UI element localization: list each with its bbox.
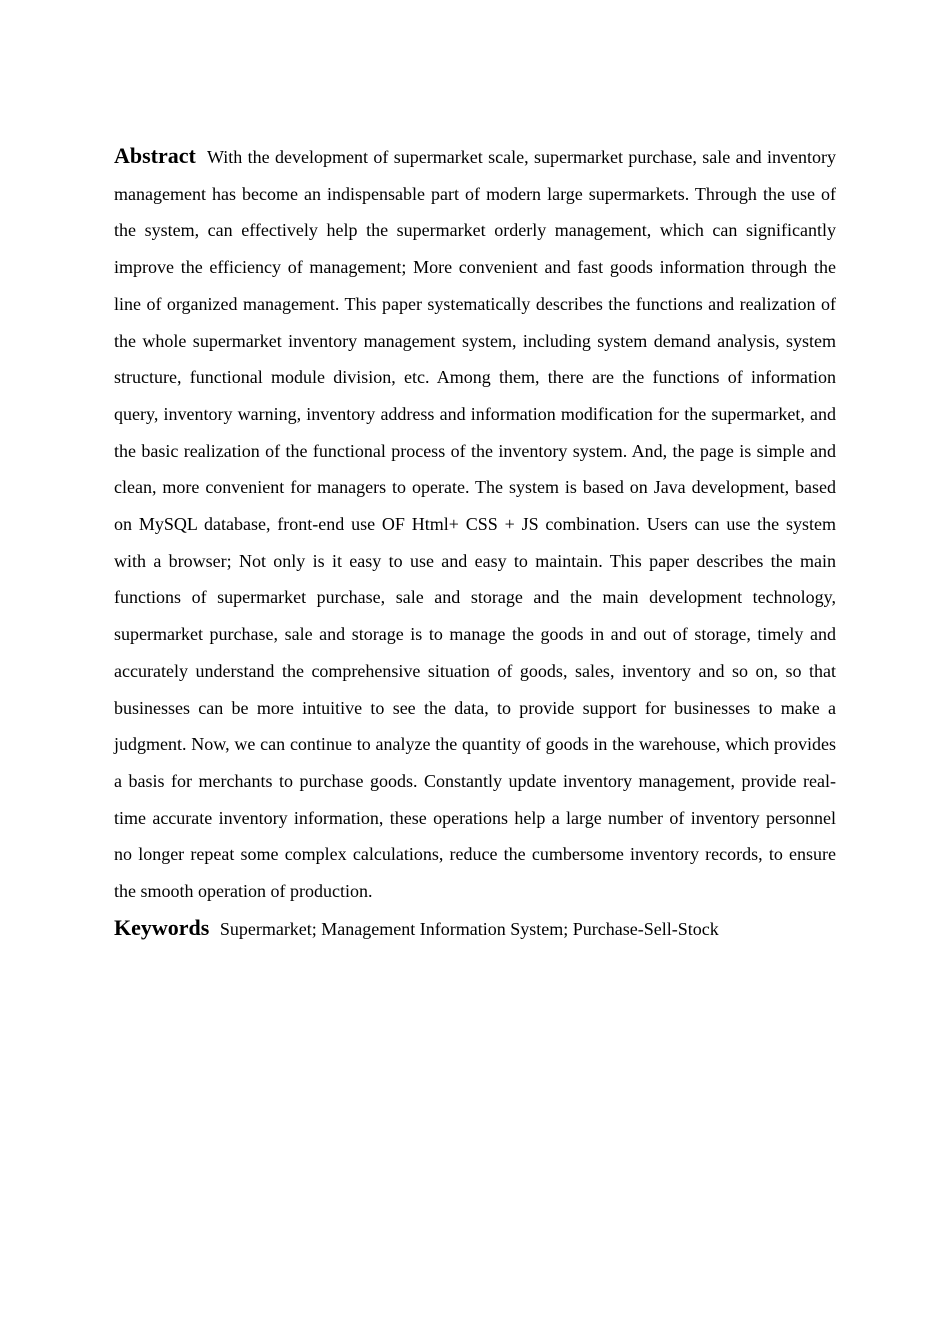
abstract-text: With the development of supermarket scale, supermarket purchase, sale and inventory management has become an indispensable part of modern large supermarkets. Through the use of the system, can effectively help the supermarket orderly management, which can significantly improve the efficiency of management; More convenient and fast goods information through the line of organized management. This paper systematically describes the functions and realization of the whole supermarket inventory management system, including system demand analysis, system structure, functional module division, etc. Among them, there are the functions of information query, inventory warning, inventory address and information modification for the supermarket, and the basic realization of the functional process of the inventory system. And, the page is simple and clean, more convenient for managers to operate. The system is based on Java development, based on MySQL database, front-end use OF Html+ CSS + JS combination. Users can use the system with a browser; Not only is it easy to use and easy to maintain. This paper describes the main functions of supermarket purchase, sale and storage and the main development technology, supermarket purchase, sale and storage is to manage the goods in and out of storage, timely and accurately understand the comprehensive situation of goods, sales, inventory and so on, so that businesses can be more intuitive to see the data, to provide support for businesses to make a judgment. Now, we can continue to analyze the quantity of goods in the warehouse, which provides a basis for merchants to purchase goods. Constantly update inventory management, provide real-time accurate inventory information, these operations help a large number of inventory personnel no longer repeat some complex calculations, reduce the cumbersome inventory records, to ensure the smooth operation of production. — [114, 147, 836, 902]
document-page — [114, 138, 836, 947]
keywords-heading: Keywords — [114, 914, 210, 940]
keywords-text: Supermarket; Management Information System; Purchase-Sell-Stock — [219, 918, 719, 939]
abstract-heading: Abstract — [114, 143, 196, 168]
keywords-paragraph — [114, 910, 836, 948]
abstract-paragraph — [114, 138, 836, 910]
